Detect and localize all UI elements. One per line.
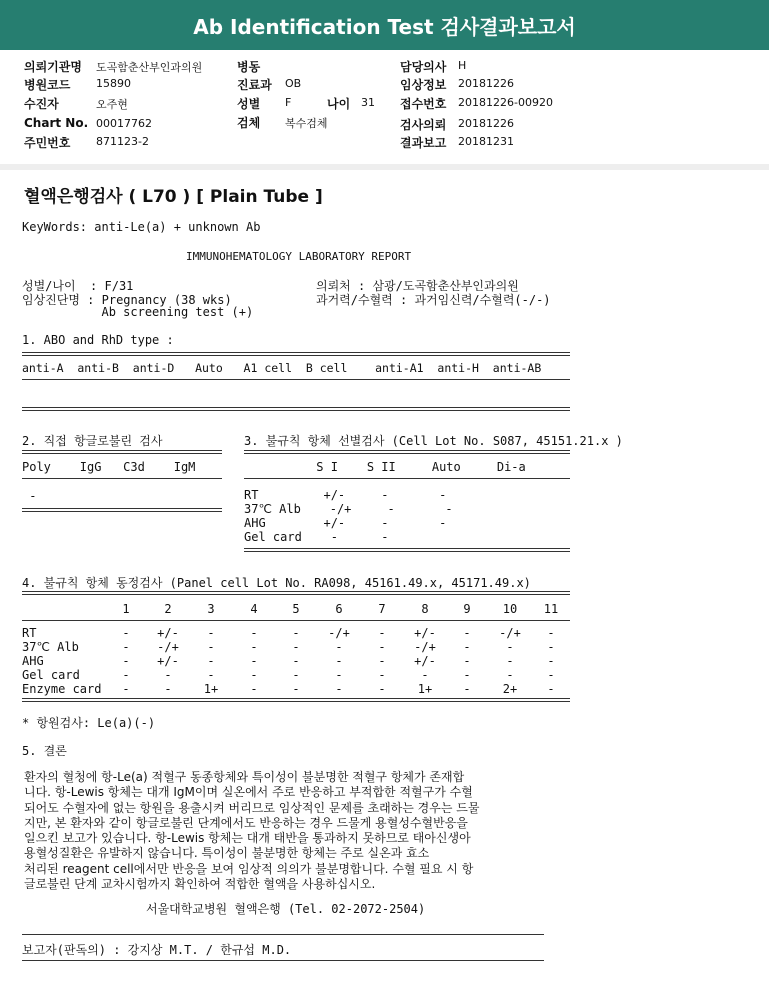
panel-column-header: 10 xyxy=(502,602,518,616)
panel-row-label: Gel card xyxy=(22,668,80,682)
screening-row: Gel card - - xyxy=(244,530,389,544)
conclusion-line: 지만, 본 환자와 같이 항글로불린 단계에서도 반응하는 경우 드물게 용혈성수혈반응을 xyxy=(24,815,468,830)
divider xyxy=(22,591,570,595)
id-value: 871123-2 xyxy=(96,135,149,148)
doctor-label: 담당의사 xyxy=(400,60,447,74)
reporter: 보고자(판독의) : 강지상 M.T. / 한규섭 M.D. xyxy=(22,943,292,957)
panel-cell: - xyxy=(463,626,471,640)
panel-cell: - xyxy=(335,682,343,696)
doctor-value: H xyxy=(458,59,467,72)
panel-cell: - xyxy=(463,654,471,668)
dat-headers: Poly IgG C3d IgM xyxy=(22,460,196,474)
panel-row-label: 37℃ Alb xyxy=(22,640,79,654)
conclusion-line: 니다. 항-Lewis 항체는 대개 IgM이며 실온에서 주로 반응하고 부적합한 적혈구가 수혈 xyxy=(24,785,473,800)
panel-cell: 2+ xyxy=(502,682,518,696)
panel-cell: -/+ xyxy=(157,640,179,654)
lab-report xyxy=(0,170,769,1004)
panel-cell: - xyxy=(292,682,300,696)
panel-cell: - xyxy=(207,654,215,668)
section-5-title: 5. 결론 xyxy=(22,744,67,758)
divider xyxy=(22,352,570,356)
section-3-title: 3. 불규칙 항체 선별검사 (Cell Lot No. S087, 45151.21.x ) xyxy=(244,434,623,448)
panel-cell: - xyxy=(378,626,386,640)
chart-label: Chart No. xyxy=(24,116,89,130)
divider xyxy=(22,508,222,512)
panel-cell: - xyxy=(378,668,386,682)
divider xyxy=(22,698,570,702)
chart-value: 00017762 xyxy=(96,117,152,130)
divider xyxy=(244,450,570,454)
panel-column-header: 3 xyxy=(207,602,215,616)
divider xyxy=(244,548,570,552)
panel-column-header: 2 xyxy=(164,602,172,616)
panel-row-label: RT xyxy=(22,626,37,640)
conclusion-line: 글로불린 단계 교차시험까지 확인하여 적합한 혈액을 사용하십시오. xyxy=(24,877,376,892)
ward-label: 병동 xyxy=(237,60,261,74)
report-date-value: 20181231 xyxy=(458,135,514,148)
panel-cell: - xyxy=(122,626,130,640)
panel-cell: +/- xyxy=(157,626,179,640)
divider xyxy=(22,379,570,380)
panel-cell: - xyxy=(506,640,514,654)
panel-cell: - xyxy=(250,682,258,696)
panel-column-header: 7 xyxy=(378,602,386,616)
panel-cell: - xyxy=(335,654,343,668)
patient-info-panel xyxy=(0,50,769,165)
panel-cell: - xyxy=(547,626,555,640)
screening-row: RT +/- - - xyxy=(244,488,447,502)
receipt-value: 20181226-00920 xyxy=(458,96,553,109)
panel-cell: - xyxy=(463,682,471,696)
request-label: 검사의뢰 xyxy=(400,118,447,132)
panel-cell: - xyxy=(207,626,215,640)
diagnosis-line-2: Ab screening test (+) xyxy=(22,305,254,319)
panel-cell: - xyxy=(547,640,555,654)
panel-cell: - xyxy=(122,640,130,654)
hospital-value: 도곡함춘산부인과의원 xyxy=(96,61,203,74)
hospital-label: 의뢰기관명 xyxy=(24,60,82,74)
report-date-label: 결과보고 xyxy=(400,136,447,150)
report-header-title: Ab Identification Test 검사결과보고서 xyxy=(193,15,576,39)
divider xyxy=(22,407,570,411)
conclusion-line: 되어도 수혈자에 없는 항원을 용출시켜 버리므로 임상적인 문제를 초래하는 경우는 드물 xyxy=(24,800,480,815)
panel-cell: - xyxy=(250,668,258,682)
age-value: 31 xyxy=(361,96,375,109)
requester-line: 의뢰처 : 삼광/도곡함춘산부인과의원 xyxy=(316,279,519,293)
divider xyxy=(244,478,570,479)
code-label: 병원코드 xyxy=(24,78,71,92)
divider xyxy=(22,478,222,479)
history-line: 과거력/수혈력 : 과거임신력/수혈력(-/-) xyxy=(316,293,551,307)
panel-cell: - xyxy=(463,668,471,682)
receipt-label: 접수번호 xyxy=(400,97,447,111)
panel-cell: 1+ xyxy=(203,682,219,696)
panel-cell: - xyxy=(421,668,429,682)
divider xyxy=(22,620,570,621)
divider xyxy=(22,960,544,961)
conclusion-line: 환자의 혈청에 항-Le(a) 적혈구 동종항체와 특이성이 불분명한 적혈구 항체가 존재합 xyxy=(24,770,465,784)
panel-cell: - xyxy=(250,640,258,654)
panel-row-label: AHG xyxy=(22,654,44,668)
panel-cell: - xyxy=(547,682,555,696)
panel-cell: - xyxy=(506,668,514,682)
conclusion-line: 용혈성질환은 유발하지 않습니다. 특이성이 불분명한 항체는 주로 실온과 효소 xyxy=(24,846,430,861)
specimen-value: 복수검체 xyxy=(285,117,328,130)
dept-value: OB xyxy=(285,77,302,90)
divider xyxy=(22,934,544,935)
panel-cell: - xyxy=(164,682,172,696)
panel-cell: -/+ xyxy=(328,626,350,640)
panel-cell: - xyxy=(547,654,555,668)
patient-value: 오주현 xyxy=(96,98,128,111)
panel-cell: +/- xyxy=(157,654,179,668)
panel-cell: - xyxy=(378,640,386,654)
dept-label: 진료과 xyxy=(237,78,272,92)
panel-cell: +/- xyxy=(414,654,436,668)
panel-cell: - xyxy=(122,668,130,682)
conclusion-line: 일으킨 보고가 있습니다. 항-Lewis 항체는 대개 태반을 통과하지 못하므로 태아신생아 xyxy=(24,831,471,846)
lab-report-title: IMMUNOHEMATOLOGY LABORATORY REPORT xyxy=(186,250,412,263)
panel-cell: 1+ xyxy=(417,682,433,696)
id-label: 주민번호 xyxy=(24,136,71,150)
specimen-label: 검체 xyxy=(237,116,261,130)
panel-cell: +/- xyxy=(414,626,436,640)
panel-cell: - xyxy=(164,668,172,682)
panel-cell: - xyxy=(292,626,300,640)
panel-cell: - xyxy=(378,654,386,668)
panel-row-label: Enzyme card xyxy=(22,682,102,696)
divider xyxy=(22,450,222,454)
diagnosis-line: 임상진단명 : Pregnancy (38 wks) xyxy=(22,293,232,307)
patient-label: 수진자 xyxy=(24,97,59,111)
abo-headers: anti-A anti-B anti-D Auto A1 cell B cell anti-A1 anti-H anti-AB xyxy=(22,361,542,375)
panel-cell: - xyxy=(122,654,130,668)
antigen-test: * 항원검사: Le(a)(-) xyxy=(22,716,156,730)
panel-cell: - xyxy=(378,682,386,696)
panel-cell: - xyxy=(122,682,130,696)
panel-cell: - xyxy=(335,640,343,654)
report-title: 혈액은행검사 ( L70 ) [ Plain Tube ] xyxy=(24,187,323,207)
panel-column-header: 9 xyxy=(463,602,471,616)
panel-cell: - xyxy=(335,668,343,682)
panel-column-header: 6 xyxy=(335,602,343,616)
panel-column-header: 8 xyxy=(421,602,429,616)
section-1-title: 1. ABO and RhD type : xyxy=(22,333,174,347)
request-value: 20181226 xyxy=(458,117,514,130)
panel-column-header: 1 xyxy=(122,602,130,616)
panel-column-header: 4 xyxy=(250,602,258,616)
clinical-label: 임상정보 xyxy=(400,78,447,92)
sex-value: F xyxy=(285,96,292,109)
age-label: 나이 xyxy=(327,97,351,111)
panel-cell: - xyxy=(292,654,300,668)
dat-value: - xyxy=(22,489,37,503)
panel-cell: - xyxy=(207,640,215,654)
panel-cell: - xyxy=(250,626,258,640)
panel-cell: - xyxy=(292,640,300,654)
screening-row: AHG +/- - - xyxy=(244,516,447,530)
panel-cell: - xyxy=(547,668,555,682)
panel-cell: -/+ xyxy=(414,640,436,654)
panel-cell: - xyxy=(207,668,215,682)
report-header xyxy=(0,0,769,50)
panel-column-header: 11 xyxy=(543,602,559,616)
section-4-title: 4. 불규칙 항체 동정검사 (Panel cell Lot No. RA098, 45161.49.x, 45171.49.x) xyxy=(22,576,531,590)
panel-cell: - xyxy=(250,654,258,668)
keywords: KeyWords: anti-Le(a) + unknown Ab xyxy=(22,220,261,234)
code-value: 15890 xyxy=(96,77,131,90)
panel-cell: -/+ xyxy=(499,626,521,640)
conclusion-text xyxy=(24,770,624,892)
sex-age-line: 성별/나이 : F/31 xyxy=(22,279,134,293)
clinical-value: 20181226 xyxy=(458,77,514,90)
panel-cell: - xyxy=(292,668,300,682)
panel-column-header: 5 xyxy=(292,602,300,616)
section-2-title: 2. 직접 항글로불린 검사 xyxy=(22,434,163,448)
footer-institution: 서울대학교병원 혈액은행 (Tel. 02-2072-2504) xyxy=(146,902,426,916)
conclusion-line: 처리된 reagent cell에서만 반응을 보여 임상적 의의가 불분명합니다. 수혈 필요 시 항 xyxy=(24,861,474,876)
screening-row: 37℃ Alb -/+ - - xyxy=(244,502,453,516)
screening-headers: S I S II Auto Di-a xyxy=(244,460,526,474)
panel-cell: - xyxy=(506,654,514,668)
panel-cell: - xyxy=(463,640,471,654)
sex-label: 성별 xyxy=(237,97,261,111)
